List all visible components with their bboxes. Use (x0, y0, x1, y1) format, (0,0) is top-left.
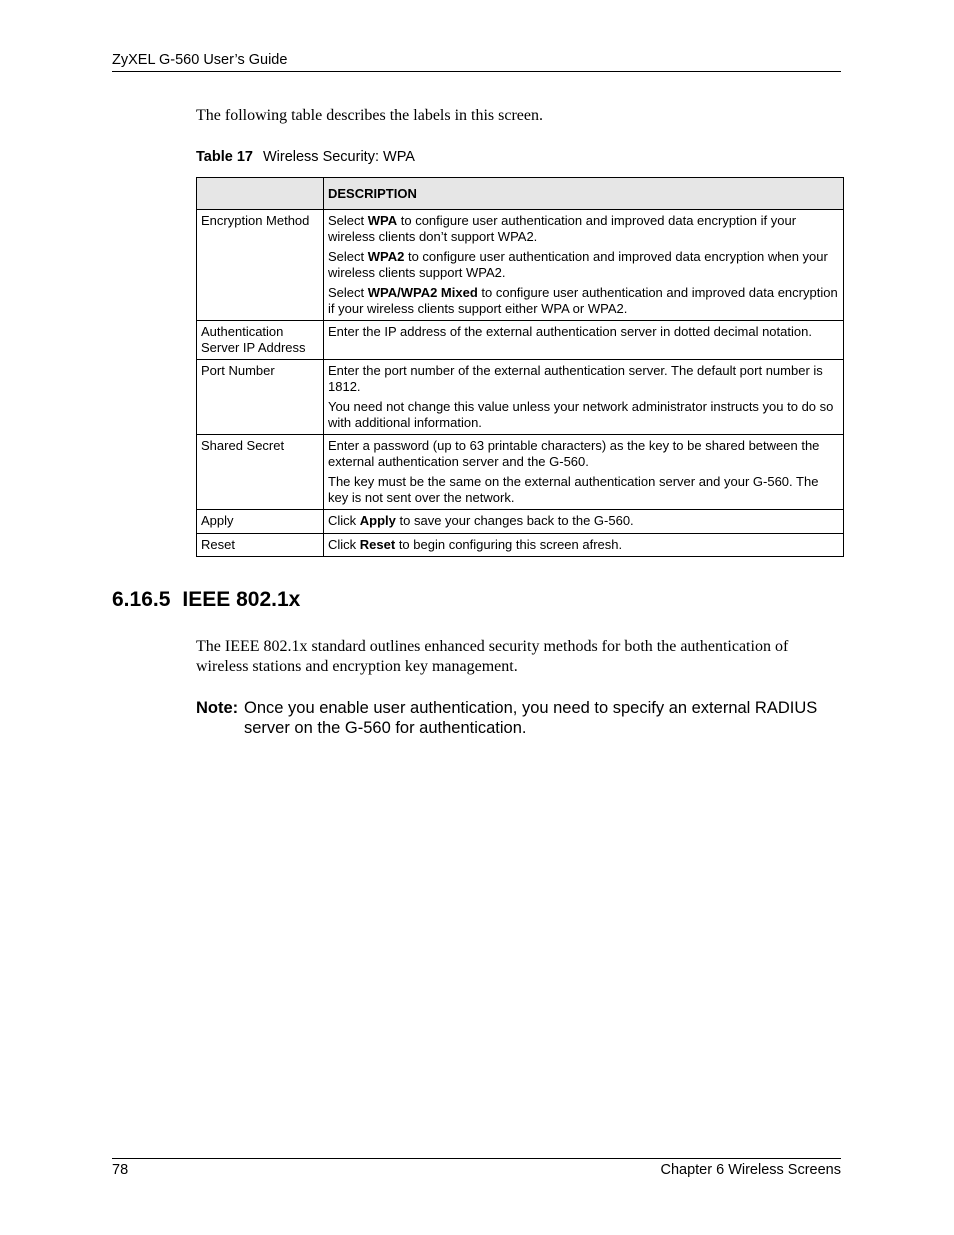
header-rule (112, 71, 841, 72)
table-row (197, 321, 844, 360)
table-header-row (197, 178, 844, 210)
row-label: Apply (197, 510, 324, 534)
description-paragraph: Select WPA/WPA2 Mixed to configure user authentication and improved data encryption if your wireless clients support either WPA or WPA2. (328, 285, 838, 316)
note-label: Note: (196, 699, 239, 717)
chapter-title: Chapter 6 Wireless Screens (660, 1162, 841, 1178)
row-description (324, 510, 844, 534)
table-caption-label: Table 17 (196, 149, 253, 165)
description-paragraph: Select WPA2 to configure user authentication and improved data encryption when your wireless clients support WPA2. (328, 249, 828, 280)
description-paragraph: Select WPA to configure user authentication and improved data encryption if your wireless clients don’t support WPA2. (328, 213, 797, 244)
section-body-paragraph: The IEEE 802.1x standard outlines enhanced security methods for both the authentication of wireless stations and encryption key management. (196, 638, 789, 675)
section-number: 6.16.5 (112, 588, 171, 611)
note-block (196, 698, 846, 738)
footer-rule (112, 1158, 841, 1159)
table-caption (196, 149, 415, 165)
description-paragraph: Enter the port number of the external authentication server. The default port number is 1812. (328, 363, 823, 394)
description-paragraph: Enter a password (up to 63 printable characters) as the key to be shared between the external authentication server and the G-560. (328, 438, 820, 469)
section-title: IEEE 802.1x (182, 588, 301, 611)
description-paragraph: You need not change this value unless your network administrator instructs you to do so with additional information. (328, 399, 834, 430)
row-description (324, 533, 844, 557)
row-label: Port Number (197, 360, 324, 435)
label-column-header (197, 178, 324, 210)
row-description (324, 435, 844, 510)
note-text: Once you enable user authentication, you need to specify an external RADIUS server on the G-560 for authentication. (244, 699, 818, 737)
table-row (197, 360, 844, 435)
intro-text: The following table describes the labels in this screen. (196, 107, 544, 124)
description-column-header: DESCRIPTION (324, 178, 844, 210)
running-header: ZyXEL G-560 User’s Guide (112, 52, 288, 68)
description-paragraph: Click Reset to begin configuring this screen afresh. (328, 536, 623, 552)
row-description (324, 210, 844, 321)
row-label: Reset (197, 533, 324, 557)
section-heading (112, 588, 300, 612)
table-row (197, 210, 844, 321)
table-row (197, 533, 844, 557)
row-description (324, 321, 844, 360)
description-paragraph: Enter the IP address of the external authentication server in dotted decimal notation. (328, 324, 812, 339)
row-label: Encryption Method (197, 210, 324, 321)
table-caption-title: Wireless Security: WPA (262, 149, 415, 165)
page-number: 78 (112, 1162, 129, 1178)
wpa-description-table (196, 177, 844, 557)
row-description (324, 360, 844, 435)
table-row (197, 510, 844, 534)
description-paragraph: Click Apply to save your changes back to the G-560. (328, 513, 634, 528)
row-label: Shared Secret (197, 435, 324, 510)
description-paragraph: The key must be the same on the external authentication server and your G-560. The key is not sent over the network. (328, 474, 819, 505)
table-row (197, 435, 844, 510)
row-label: Authentication Server IP Address (197, 321, 324, 360)
